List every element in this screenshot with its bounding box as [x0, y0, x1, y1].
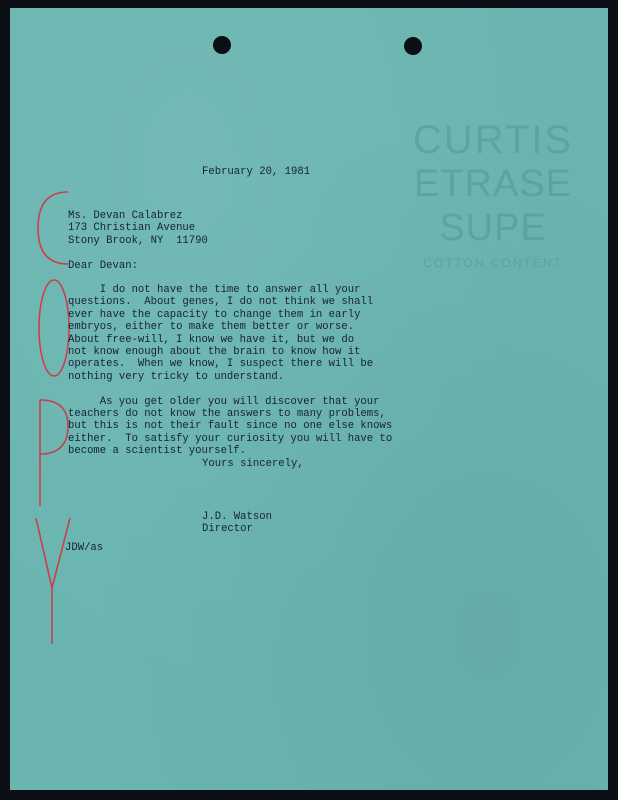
signer-title: Director: [202, 523, 253, 536]
watermark-line-2: ETRASE SUPE: [413, 163, 573, 249]
letter-date: February 20, 1981: [202, 166, 311, 178]
letter-sheet: [10, 8, 608, 790]
punch-hole-left: [213, 36, 231, 54]
paragraph-2: As you get older you will discover that your teachers do not know the answers to many problems, but this is not their fault since no one else knows either. To satisfy your curiosity you will have to become a scientist yourself.: [68, 395, 393, 458]
signer-name: J.D. Watson: [202, 511, 272, 523]
signature-block: [202, 511, 272, 536]
recipient-address: [68, 210, 208, 247]
watermark-line-1: CURTIS: [412, 118, 574, 162]
paragraph-1: I do not have the time to answer all your questions. About genes, I do not think we shall ever have the capacity to change them in early embryos, either to make them better or worse. About free-will, I know we have it, but we do not know enough about the brain to know how it operates. When we know, I suspect there will be nothing very tricky to understand.: [68, 284, 374, 383]
punch-hole-right: [404, 37, 422, 55]
watermark-line-3: COTTON CONTENT: [423, 256, 563, 270]
recipient-city: Stony Brook, NY 11790: [68, 234, 208, 247]
paper-watermark: [378, 118, 608, 270]
salutation: Dear Devan:: [68, 260, 138, 272]
recipient-street: 173 Christian Avenue: [68, 222, 196, 235]
recipient-name: Ms. Devan Calabrez: [68, 210, 183, 222]
letter-body: [68, 284, 392, 458]
closing: Yours sincerely,: [202, 458, 304, 470]
typist-initials: JDW/as: [65, 542, 104, 554]
